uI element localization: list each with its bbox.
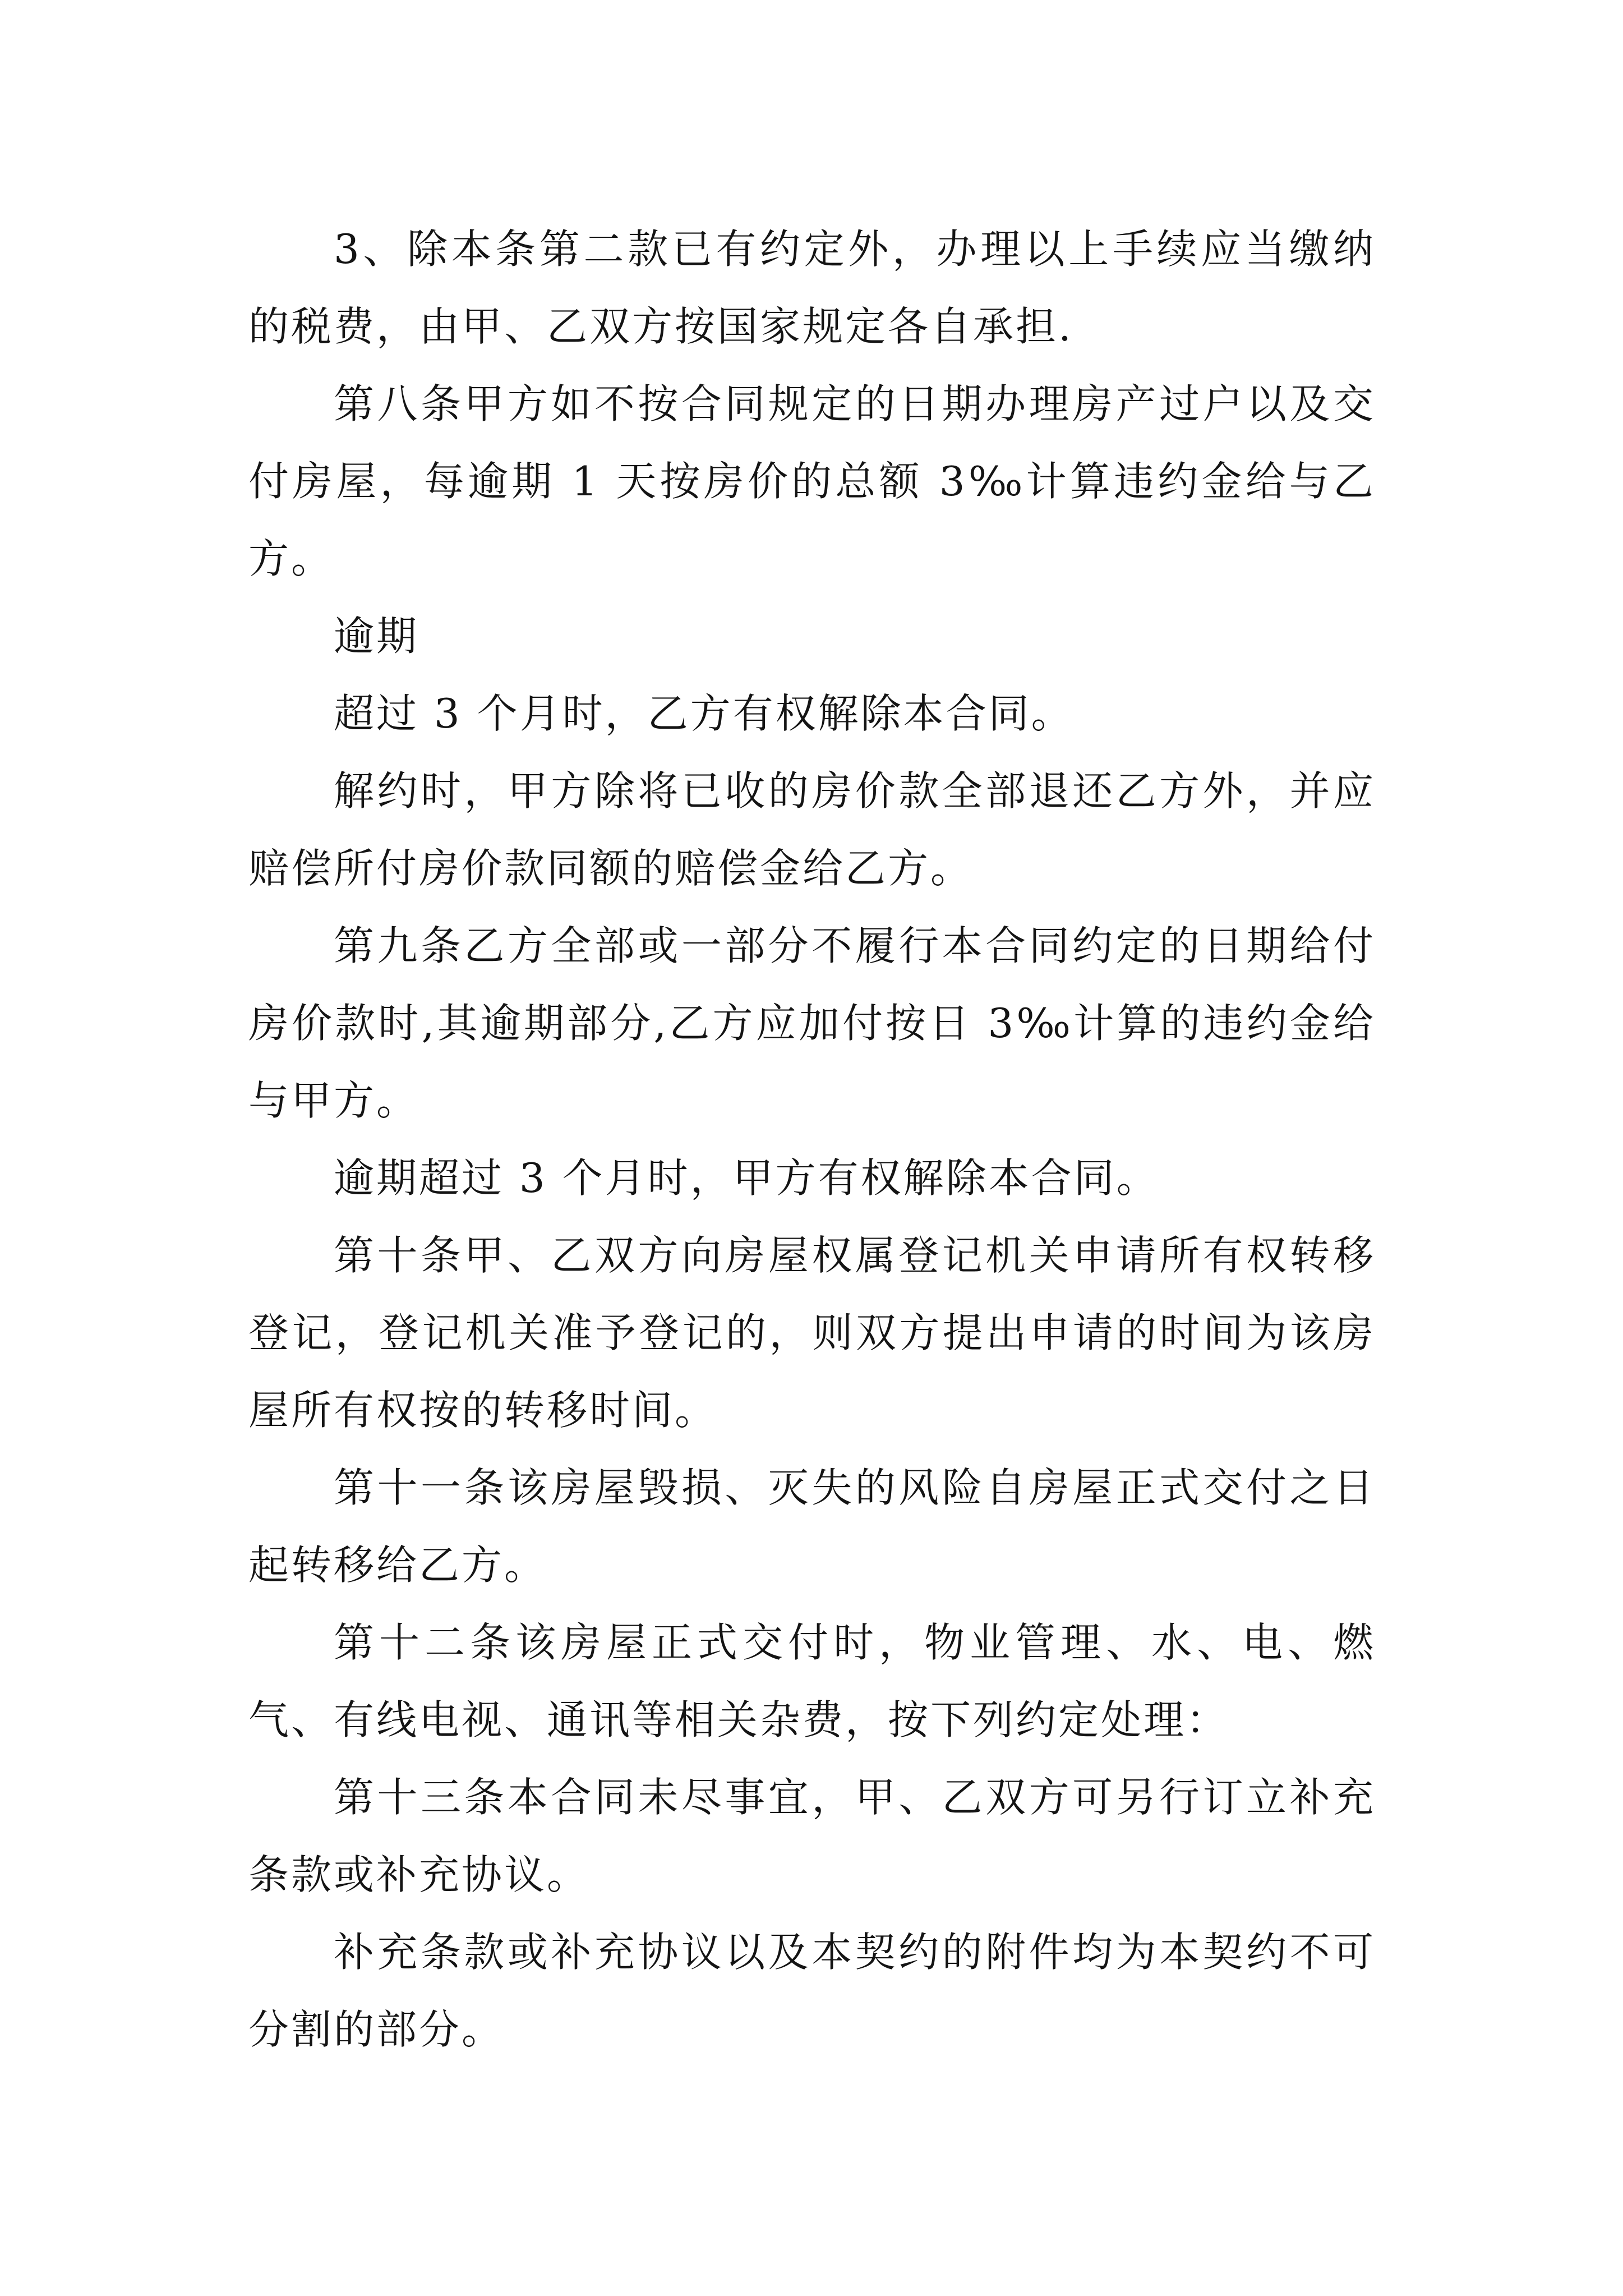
paragraph-article-8: 第八条甲方如不按合同规定的日期办理房产过户以及交付房屋，每逾期 1 天按房价的总额 3‰计算违约金给与乙方。 (248, 380, 1376, 582)
paragraph-tax-fees: 3、除本条第二款已有约定外，办理以上手续应当缴纳的税费，由甲、乙双方按国家规定各自承担. (248, 226, 1376, 350)
paragraph-article-13: 第十三条本合同未尽事宜，甲、乙双方可另行订立补充条款或补充协议。 (248, 1774, 1376, 1898)
paragraph-article-10: 第十条甲、乙双方向房屋权属登记机关申请所有权转移登记，登记机关准予登记的，则双方提出申请的时间为该房屋所有权按的转移时间。 (248, 1232, 1376, 1434)
paragraph-exceed-3-months-seller: 逾期超过 3 个月时，甲方有权解除本合同。 (334, 1154, 1159, 1202)
paragraph-exceed-3-months-buyer: 超过 3 个月时，乙方有权解除本合同。 (334, 690, 1074, 737)
paragraph-termination: 解约时，甲方除将已收的房价款全部退还乙方外，并应赔偿所付房价款同额的赔偿金给乙方。 (248, 767, 1376, 892)
paragraph-article-9: 第九条乙方全部或一部分不履行本合同约定的日期给付房价款时,其逾期部分,乙方应加付按日 3‰计算的违约金给与甲方。 (248, 922, 1376, 1124)
paragraph-overdue: 逾期 (334, 613, 419, 660)
document-body (248, 210, 1376, 2068)
paragraph-article-12: 第十二条该房屋正式交付时，物业管理、水、电、燃气、有线电视、通讯等相关杂费，按下列约定处理： (248, 1619, 1376, 1743)
paragraph-article-11: 第十一条该房屋毁损、灭失的风险自房屋正式交付之日起转移给乙方。 (248, 1464, 1376, 1589)
paragraph-supplement: 补充条款或补充协议以及本契约的附件均为本契约不可分割的部分。 (248, 1929, 1376, 2053)
